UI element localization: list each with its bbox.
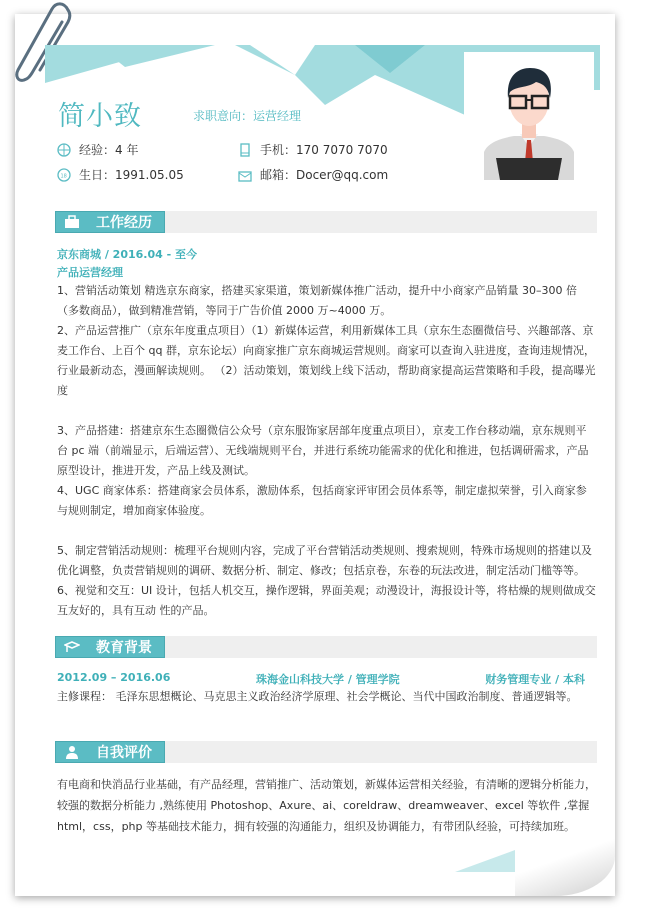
work-item-4: 4、UGC 商家体系：搭建商家会员体系，激励体系，包括商家评审团会员体系等，制定虚拟荣誉，引入商家参与规则制定，增加商家体验度。 [57,484,587,517]
email-info [238,166,388,183]
briefcase-icon [64,215,80,229]
section-tab-work [55,211,165,233]
education-school: 珠海金山科技大学 / 管理学院 [256,673,400,686]
section-header-self [55,741,597,763]
work-item-5: 5、制定营销活动规则：梳理平台规则内容，完成了平台营销活动类规则、搜索规则，特殊市场规则的搭建以及优化调整，负责营销规则的调研、数据分析、制定、修改；包括京卷，东卷的玩法改进，制定活动门槛等等。 [57,544,592,577]
phone-info [238,141,388,158]
avatar [484,62,574,180]
birthday-info [57,166,184,183]
work-position: 产品运营经理 [57,266,123,279]
target-icon [57,143,71,157]
section-header-work [55,211,597,233]
job-intent: 求职意向：运营经理 [193,109,302,123]
section-tab-education [55,636,165,658]
education-period: 2012.09 – 2016.06 [57,671,171,684]
work-item-3: 3、产品搭建：搭建京东生态圈微信公众号（京东服饰家居部年度重点项目），京麦工作台移动端，京东规则平台 pc 端（前端显示，后端运营）、无线端规则平台，并进行系统功能需求的优化和推进，包括调研需求，产品原型设计，推进开发，产品上线及测试。 [57,424,589,477]
birthday-icon [57,168,71,182]
section-header-education [55,636,597,658]
experience-info [57,141,138,158]
phone-text: 手机：170 7070 7070 [260,143,388,157]
svg-text:18: 18 [60,173,67,179]
person-icon [64,745,80,759]
work-company: 京东商城 / 2016.04 - 至今 [57,248,198,261]
section-tab-self [55,741,165,763]
self-evaluation-text: 有电商和快消品行业基础，有产品经理，营销推广、活动策划，新媒体运营相关经验，有清晰的逻辑分析能力，较强的数据分析能力 ,熟练使用 Photoshop、Axure、ai、coreldraw、dreamweaver、excel 等软件 ,掌握 html，css，php 等基础技术能力，拥有较强的沟通能力，组织及协调能力，有带团队经验，可持续加班。 [57,778,596,833]
graduation-cap-icon [64,640,80,654]
work-item-2: 2、产品运营推广（京东年度重点项目）（1）新媒体运营，利用新媒体工具（京东生态圈微信号、兴趣部落、京麦工作台、上百个 qq 群，京东论坛）向商家推广京东商城运营规则。商家可以查询入驻进度，查询违规情况，行业最新动态，漫画解读规则。 （2）活动策划，策划线上线下活动，帮助商家提高运营策略和手段，提高曝光度 [57,324,596,397]
section-title-self: 自我评价 [96,745,152,761]
work-item-6: 6、视觉和交互：UI 设计，包括人机交互，操作逻辑，界面美观；动漫设计，海报设计等，将枯燥的规则做成交互友好的，具有互动 性的产品。 [57,584,596,617]
education-courses: 主修课程： 毛泽东思想概论、马克思主义政治经济学原理、社会学概论、当代中国政治制度、普通逻辑等。 [57,690,578,703]
candidate-name: 简小致 [58,101,142,132]
section-title-education: 教育背景 [96,640,152,656]
phone-icon [238,143,252,157]
birthday-text: 生日：1991.05.05 [79,168,184,182]
section-title-work: 工作经历 [96,215,152,231]
education-row [57,671,585,687]
email-text: 邮箱：Docer@qq.com [260,168,389,182]
work-item-1: 1、营销活动策划 精选京东商家，搭建买家渠道，策划新媒体推广活动，提升中小商家产品销量 30–300 倍（多数商品），做到精准营销，等同于广告价值 2000 万~4000 万。 [57,284,577,317]
experience-text: 经验：4 年 [79,143,139,157]
education-major: 财务管理专业 / 本科 [485,673,585,686]
mail-icon [238,168,252,182]
work-content [57,245,597,621]
